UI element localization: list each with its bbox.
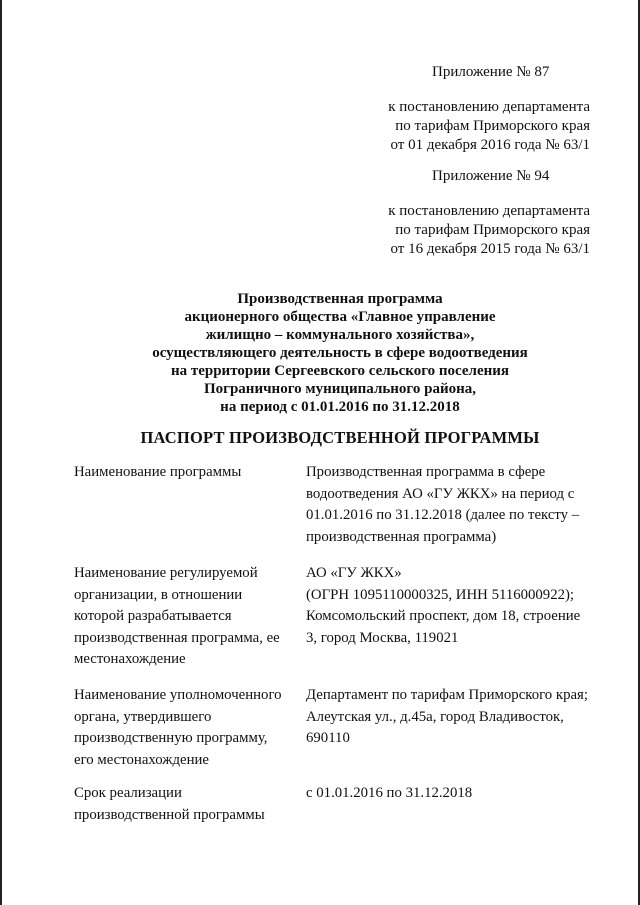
label-line: его местонахождение (74, 751, 209, 768)
appendix-94-line: к постановлению департамента (388, 203, 590, 219)
title-line: Производственная программа (237, 291, 443, 307)
title-line: Пограничного муниципального района, (203, 381, 476, 397)
label-line: Наименование регулируемой (74, 565, 258, 581)
value-line: 01.01.2016 по 31.12.2018 (далее по тексту – (306, 507, 580, 523)
appendix-94-line: по тарифам Приморского края (395, 222, 590, 238)
value-line: 3, город Москва, 119021 (306, 629, 459, 646)
row-value (306, 783, 606, 805)
appendix-87-reference (388, 98, 590, 155)
value-line: Алеутская ул., д.45а, город Владивосток, (306, 708, 564, 725)
title-line: на территории Сергеевского сельского поселения (170, 363, 510, 379)
passport-heading: ПАСПОРТ ПРОИЗВОДСТВЕННОЙ ПРОГРАММЫ (140, 428, 540, 447)
label-line: организации, в отношении (74, 586, 243, 603)
label-line: производственная программа, ее (74, 629, 280, 646)
value-line: с 01.01.2016 по 31.12.2018 (306, 785, 473, 801)
label-line: местонахождение (74, 651, 186, 667)
label-line: производственную программу, (74, 730, 268, 746)
row-label (74, 462, 299, 484)
value-line: Производственная программа в сфере (306, 464, 546, 480)
row-label (74, 685, 299, 771)
label-line: органа, утвердившего (74, 708, 212, 725)
title-line: акционерного общества «Главное управление (184, 309, 496, 325)
row-label (74, 563, 299, 671)
value-line: водоотведения АО «ГУ ЖКХ» на период с (306, 485, 575, 502)
row-value (306, 685, 606, 750)
appendix-87-line: по тарифам Приморского края (395, 118, 590, 134)
value-line: (ОГРН 1095110000325, ИНН 5116000922); (306, 586, 575, 603)
title-line: на период с 01.01.2016 по 31.12.2018 (220, 399, 460, 415)
document-title (120, 290, 560, 416)
appendix-87-line: к постановлению департамента (388, 99, 590, 115)
value-line: АО «ГУ ЖКХ» (306, 565, 402, 581)
label-line: Наименование программы (74, 464, 242, 480)
label-line: которой разрабатывается (74, 608, 232, 624)
value-line: 690110 (306, 730, 350, 746)
value-line: Комсомольский проспект, дом 18, строение (306, 608, 581, 624)
title-line: осуществляющего деятельность в сфере водоотведения (152, 345, 528, 361)
row-label (74, 783, 299, 826)
appendix-87-title: Приложение № 87 (432, 64, 550, 80)
value-line: производственная программа) (306, 528, 497, 545)
appendix-94-line: от 16 декабря 2015 года № 63/1 (390, 241, 590, 257)
label-line: производственной программы (74, 806, 265, 823)
row-value (306, 563, 606, 649)
appendix-94-title: Приложение № 94 (432, 168, 550, 184)
value-line: Департамент по тарифам Приморского края; (306, 687, 588, 703)
row-value (306, 462, 606, 548)
label-line: Срок реализации (74, 785, 182, 801)
scan-edge-left (0, 0, 2, 905)
title-line: жилищно – коммунального хозяйства», (205, 327, 475, 343)
appendix-94-reference (388, 202, 590, 259)
appendix-87-line: от 01 декабря 2016 года № 63/1 (390, 137, 590, 153)
label-line: Наименование уполномоченного (74, 687, 282, 703)
